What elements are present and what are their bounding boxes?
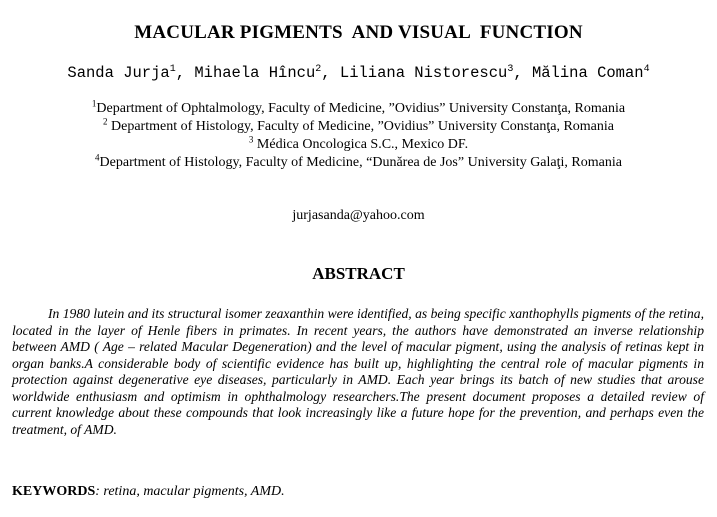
affiliation-marker: 3 (248, 134, 254, 145)
author-name: Liliana Nistorescu (339, 64, 508, 82)
author-name: Mălina Coman (531, 64, 644, 82)
affiliation-marker: 2 (103, 116, 108, 127)
affiliation-text: Department of Histology, Faculty of Medicine, ”Ovidius” University Constanţa, Romania (107, 119, 614, 134)
affiliation-text: Médica Oncologica S.C., Mexico DF. (253, 137, 469, 152)
keywords-line (12, 484, 704, 500)
affiliation-marker: 1 (91, 98, 97, 109)
keywords-label: KEYWORDS (12, 484, 96, 499)
author-affiliation-marker: 2 (315, 63, 322, 75)
affiliation-line (0, 136, 717, 154)
affiliation-list (0, 100, 717, 172)
author-affiliation-marker: 4 (643, 63, 650, 75)
affiliation-marker: 4 (95, 152, 100, 163)
affiliation-text: Department of Ophtalmology, Faculty of Medicine, ”Ovidius” University Constanţa, Romania (96, 101, 626, 116)
abstract-body: In 1980 lutein and its structural isomer zeaxanthin were identified, as being specific xanthophylls pigments of the retina, located in the layer of Henle fibers in primates. In recent years, the authors have demonstrated an inverse relationship between AMD ( Age – related Macular Degeneration) and the level of macular pigment, using the analysis of retinas kept in organ banks.A considerable body of scientific evidence has built up, highlighting the central role of macular pigments in protection against degenerative eye diseases, particularly in AMD. Each year brings its batch of new studies that arouse worldwide enthusiasm and optimism in ophthalmology researchers.The present document proposes a detailed review of current knowledge about these compounds that look increasingly like a future hope for the prevention, and perhaps even the treatment, of AMD. (12, 306, 704, 437)
affiliation-text: Department of Histology, Faculty of Medicine, “Dunărea de Jos” University Galaţi, Romania (99, 155, 622, 170)
author-affiliation-marker: 3 (507, 63, 514, 75)
author-name: Sanda Jurja (67, 64, 170, 82)
affiliation-line (0, 154, 717, 172)
affiliation-line (0, 100, 717, 118)
paper-title: MACULAR PIGMENTS AND VISUAL FUNCTION (134, 22, 583, 43)
keywords-text: : retina, macular pigments, AMD. (95, 484, 285, 499)
author-affiliation-marker: 1 (169, 63, 176, 75)
contact-email: jurjasanda@yahoo.com (292, 208, 425, 223)
abstract-heading: ABSTRACT (312, 264, 405, 283)
affiliation-line (0, 118, 717, 136)
author-list: Sanda Jurja$^1$, Mihaela Hîncu$^2$, Liliana Nistorescu$^3$, Mălina Coman$^4$ (67, 63, 650, 82)
author-name: Mihaela Hîncu (194, 64, 316, 82)
